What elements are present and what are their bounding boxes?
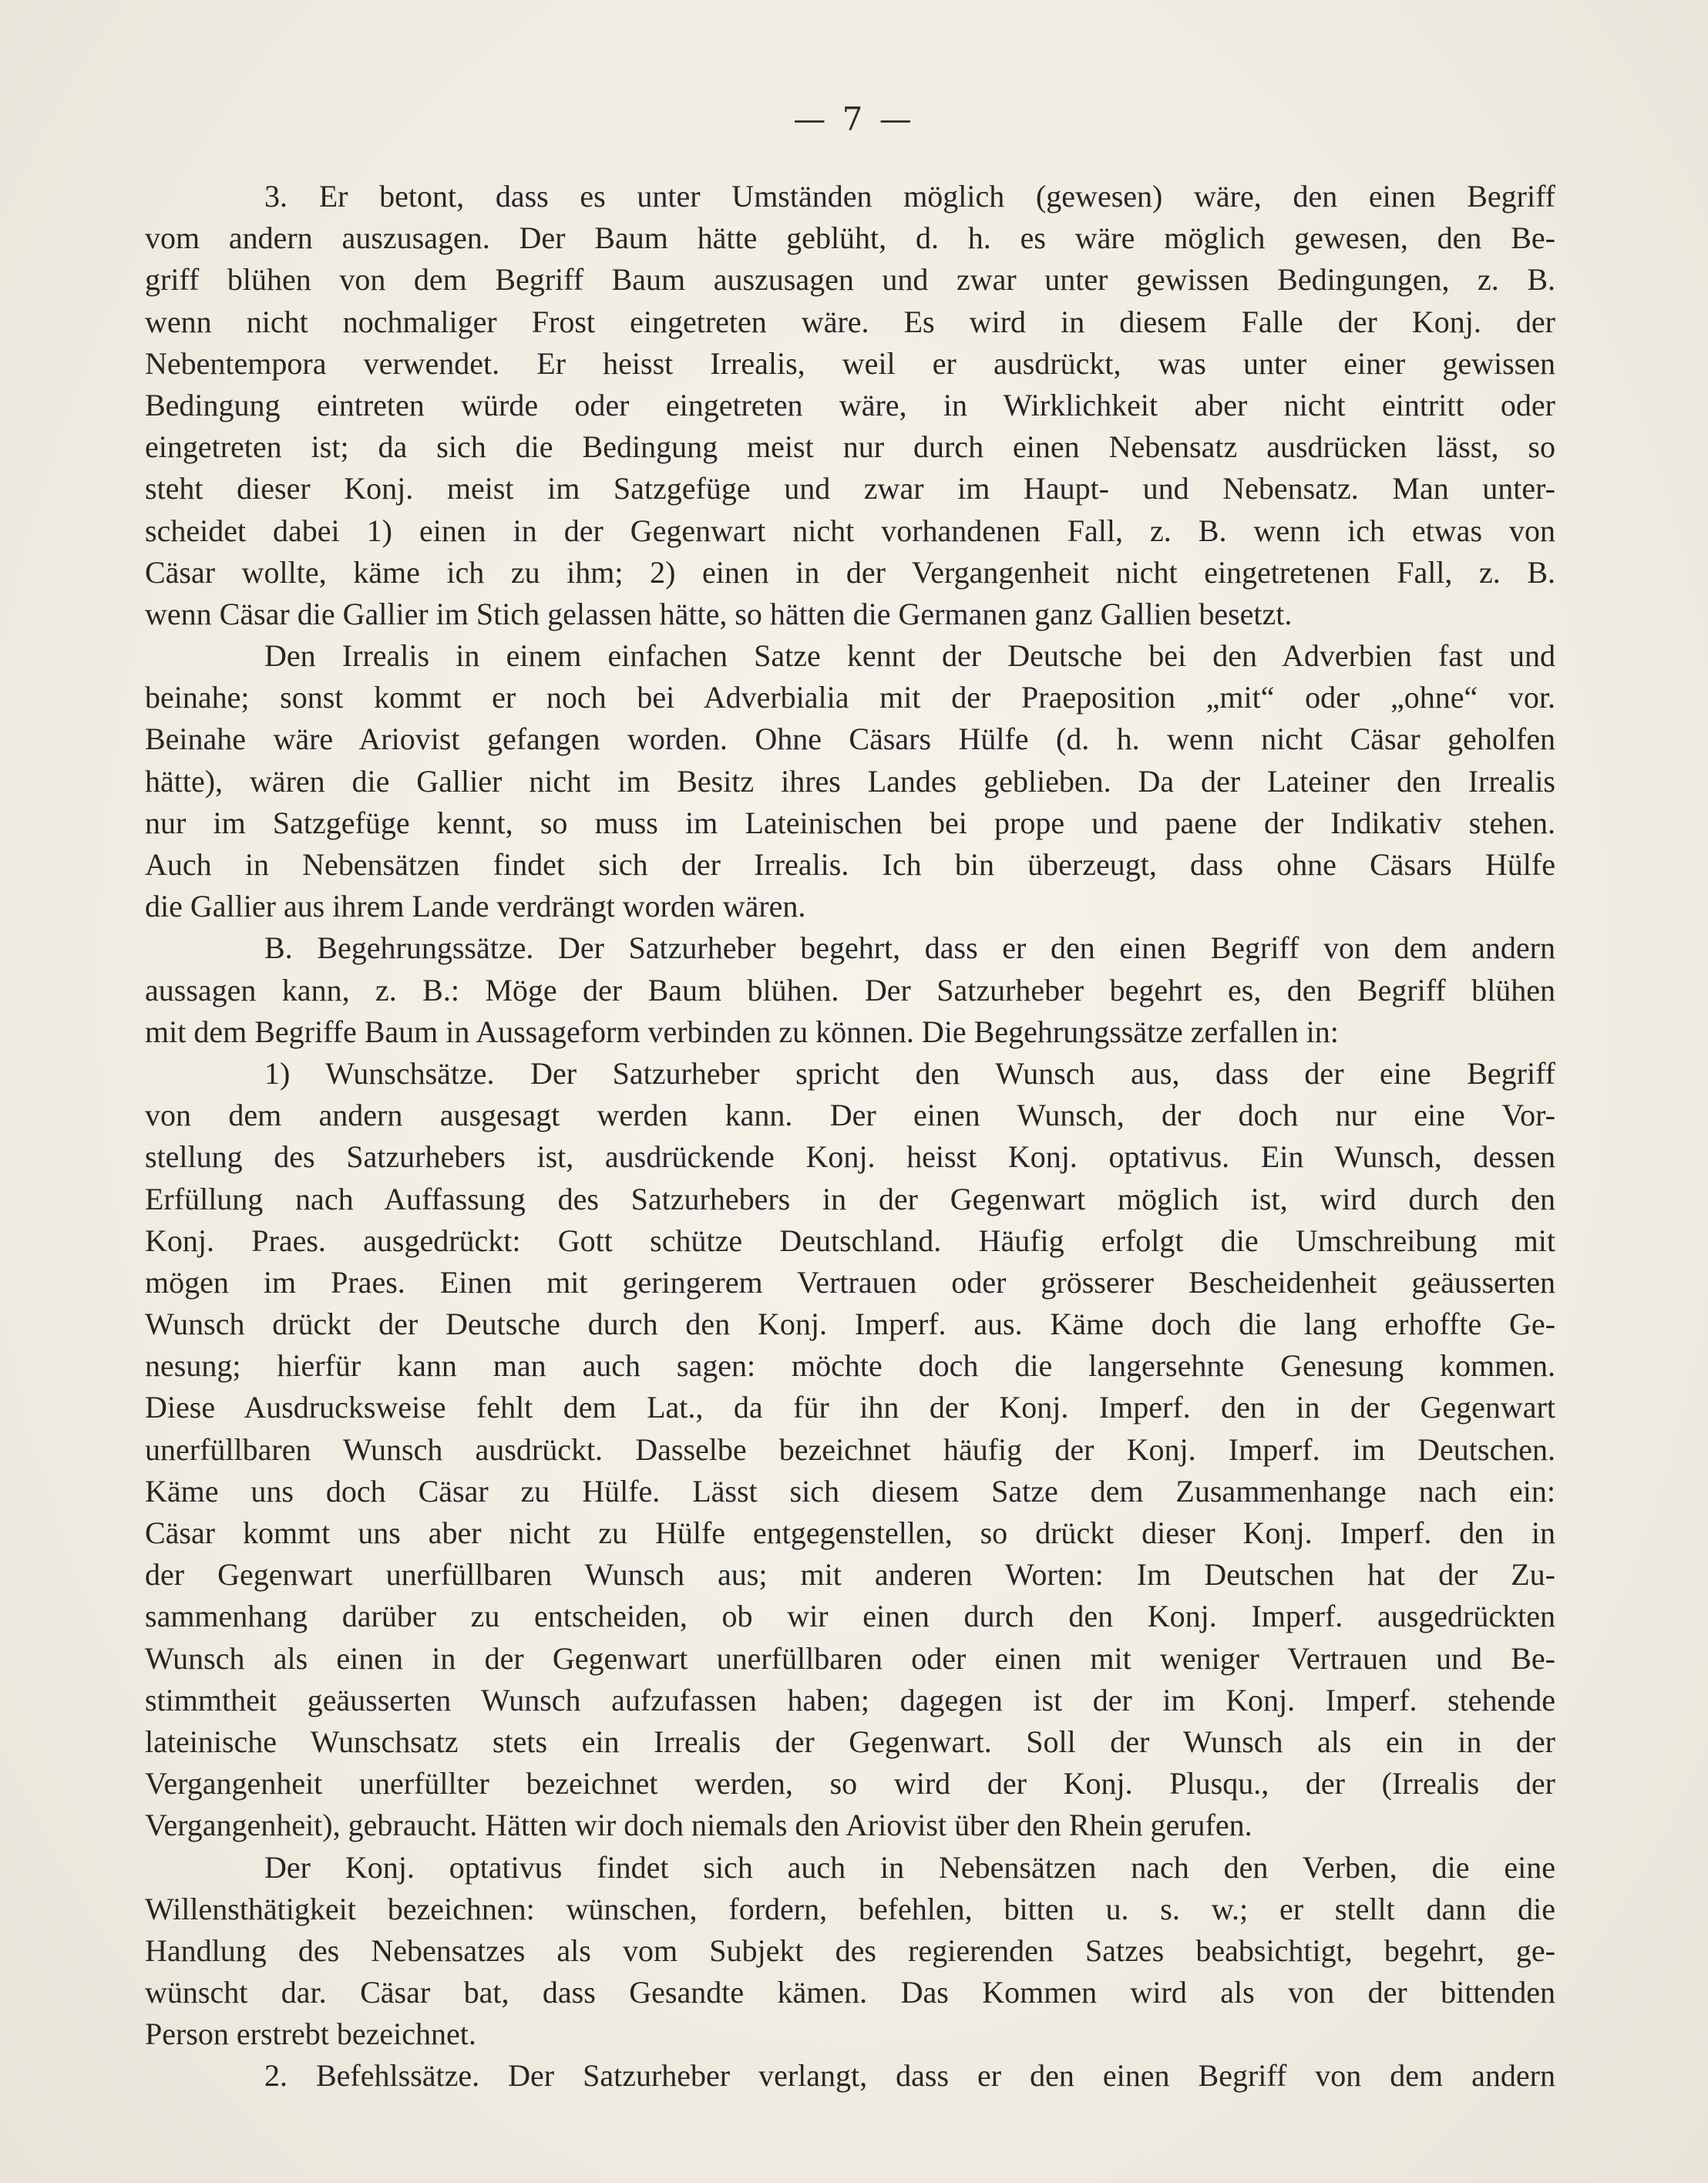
page-number: — 7 — bbox=[793, 100, 915, 138]
text-line: unerfüllbaren Wunsch ausdrückt. Dasselbe bezeichnet häufig der Konj. Imperf. im Deutschen. bbox=[145, 1431, 1555, 1467]
text-line: Konj. Praes. ausgedrückt: Gott schütze Deutschland. Häufig erfolgt die Umschreibung mit bbox=[145, 1223, 1555, 1258]
text-line: vom andern auszusagen. Der Baum hätte geblüht, d. h. es wäre möglich gewesen, den Be- bbox=[145, 220, 1555, 256]
text-line: stellung des Satzurhebers ist, ausdrückende Konj. heisst Konj. optativus. Ein Wunsch, dessen bbox=[145, 1139, 1555, 1175]
text-line: Wunsch als einen in der Gegenwart unerfüllbaren oder einen mit weniger Vertrauen und Be- bbox=[145, 1640, 1555, 1676]
body-text bbox=[145, 176, 1555, 2097]
text-line: mögen im Praes. Einen mit geringerem Vertrauen oder grösserer Bescheidenheit geäusserten bbox=[145, 1264, 1555, 1300]
text-line: Vergangenheit unerfüllter bezeichnet werden, so wird der Konj. Plusqu., der (Irrealis der bbox=[145, 1766, 1555, 1801]
text-line: Vergangenheit), gebraucht. Hätten wir doch niemals den Ariovist über den Rhein gerufen. bbox=[145, 1808, 1252, 1843]
text-line: lateinische Wunschsatz stets ein Irrealis der Gegenwart. Soll der Wunsch als ein in der bbox=[145, 1724, 1555, 1759]
text-line: von dem andern ausgesagt werden kann. Der einen Wunsch, der doch nur eine Vor- bbox=[145, 1098, 1555, 1133]
text-line: 1) Wunschsätze. Der Satzurheber spricht den Wunsch aus, dass der eine Begriff bbox=[264, 1055, 1555, 1091]
text-line: beinahe; sonst kommt er noch bei Adverbialia mit der Praeposition „mit“ oder „ohne“ vor. bbox=[145, 680, 1555, 715]
text-line: Person erstrebt bezeichnet. bbox=[145, 2016, 476, 2052]
text-line: sammenhang darüber zu entscheiden, ob wir einen durch den Konj. Imperf. ausgedrückten bbox=[145, 1599, 1555, 1634]
text-line: Wunsch drückt der Deutsche durch den Konj. Imperf. aus. Käme doch die lang erhoffte Ge- bbox=[145, 1307, 1555, 1342]
text-line: Cäsar kommt uns aber nicht zu Hülfe entgegenstellen, so drückt dieser Konj. Imperf. den in bbox=[145, 1515, 1555, 1550]
text-line: 2. Befehlssätze. Der Satzurheber verlangt, dass er den einen Begriff von dem andern bbox=[264, 2058, 1555, 2094]
text-line: 3. Er betont, dass es unter Umständen möglich (gewesen) wäre, den einen Begriff bbox=[264, 179, 1555, 214]
text-line: Bedingung eintreten würde oder eingetreten wäre, in Wirklichkeit aber nicht eintritt oder bbox=[145, 387, 1555, 422]
text-line: nesung; hierfür kann man auch sagen: möchte doch die langersehnte Genesung kommen. bbox=[145, 1348, 1555, 1384]
text-line: B. Begehrungssätze. Der Satzurheber begehrt, dass er den einen Begriff von dem andern bbox=[264, 930, 1555, 966]
text-line: Auch in Nebensätzen findet sich der Irrealis. Ich bin überzeugt, dass ohne Cäsars Hülfe bbox=[145, 847, 1555, 882]
text-line: wenn Cäsar die Gallier im Stich gelassen hätte, so hätten die Germanen ganz Gallien besetzt. bbox=[145, 596, 1293, 631]
text-line: scheidet dabei 1) einen in der Gegenwart nicht vorhandenen Fall, z. B. wenn ich etwas von bbox=[145, 513, 1555, 548]
text-line: Cäsar wollte, käme ich zu ihm; 2) einen in der Vergangenheit nicht eingetretenen Fall, z. B. bbox=[145, 554, 1555, 590]
text-line: mit dem Begriffe Baum in Aussageform verbinden zu können. Die Begehrungssätze zerfallen in: bbox=[145, 1014, 1339, 1049]
text-line: Käme uns doch Cäsar zu Hülfe. Lässt sich diesem Satze dem Zusammenhange nach ein: bbox=[145, 1473, 1555, 1509]
text-line: nur im Satzgefüge kennt, so muss im Lateinischen bei prope und paene der Indikativ stehen. bbox=[145, 805, 1555, 840]
text-line: wünscht dar. Cäsar bat, dass Gesandte kämen. Das Kommen wird als von der bittenden bbox=[145, 1975, 1555, 2010]
text-line: der Gegenwart unerfüllbaren Wunsch aus; mit anderen Worten: Im Deutschen hat der Zu- bbox=[145, 1557, 1555, 1593]
text-line: stimmtheit geäusserten Wunsch aufzufassen haben; dagegen ist der im Konj. Imperf. stehende bbox=[145, 1682, 1555, 1717]
text-line: Erfüllung nach Auffassung des Satzurhebers in der Gegenwart möglich ist, wird durch den bbox=[145, 1181, 1555, 1216]
text-line: Diese Ausdrucksweise fehlt dem Lat., da für ihn der Konj. Imperf. den in der Gegenwart bbox=[145, 1390, 1555, 1425]
text-line: Nebentempora verwendet. Er heisst Irrealis, weil er ausdrückt, was unter einer gewissen bbox=[145, 345, 1555, 381]
text-line: Der Konj. optativus findet sich auch in Nebensätzen nach den Verben, die eine bbox=[264, 1849, 1555, 1885]
text-line: aussagen kann, z. B.: Möge der Baum blühen. Der Satzurheber begehrt es, den Begriff blühen bbox=[145, 972, 1555, 1007]
text-line: hätte), wären die Gallier nicht im Besitz ihres Landes geblieben. Da der Lateiner den Irrealis bbox=[145, 763, 1555, 799]
text-line: wenn nicht nochmaliger Frost eingetreten wäre. Es wird in diesem Falle der Konj. der bbox=[145, 304, 1555, 339]
text-line: Handlung des Nebensatzes als vom Subjekt des regierenden Satzes beabsichtigt, begehrt, ge- bbox=[145, 1932, 1555, 1968]
text-line: die Gallier aus ihrem Lande verdrängt worden wären. bbox=[145, 889, 806, 924]
text-line: Den Irrealis in einem einfachen Satze kennt der Deutsche bei den Adverbien fast und bbox=[264, 638, 1555, 674]
text-line: eingetreten ist; da sich die Bedingung meist nur durch einen Nebensatz ausdrücken lässt, so bbox=[145, 429, 1555, 465]
text-line: Beinahe wäre Ariovist gefangen worden. Ohne Cäsars Hülfe (d. h. wenn nicht Cäsar geholfen bbox=[145, 722, 1555, 757]
text-line: griff blühen von dem Begriff Baum auszusagen und zwar unter gewissen Bedingungen, z. B. bbox=[145, 262, 1555, 298]
text-line: steht dieser Konj. meist im Satzgefüge und zwar im Haupt- und Nebensatz. Man unter- bbox=[145, 471, 1555, 506]
text-line: Willensthätigkeit bezeichnen: wünschen, fordern, befehlen, bitten u. s. w.; er stellt dann die bbox=[145, 1891, 1555, 1926]
